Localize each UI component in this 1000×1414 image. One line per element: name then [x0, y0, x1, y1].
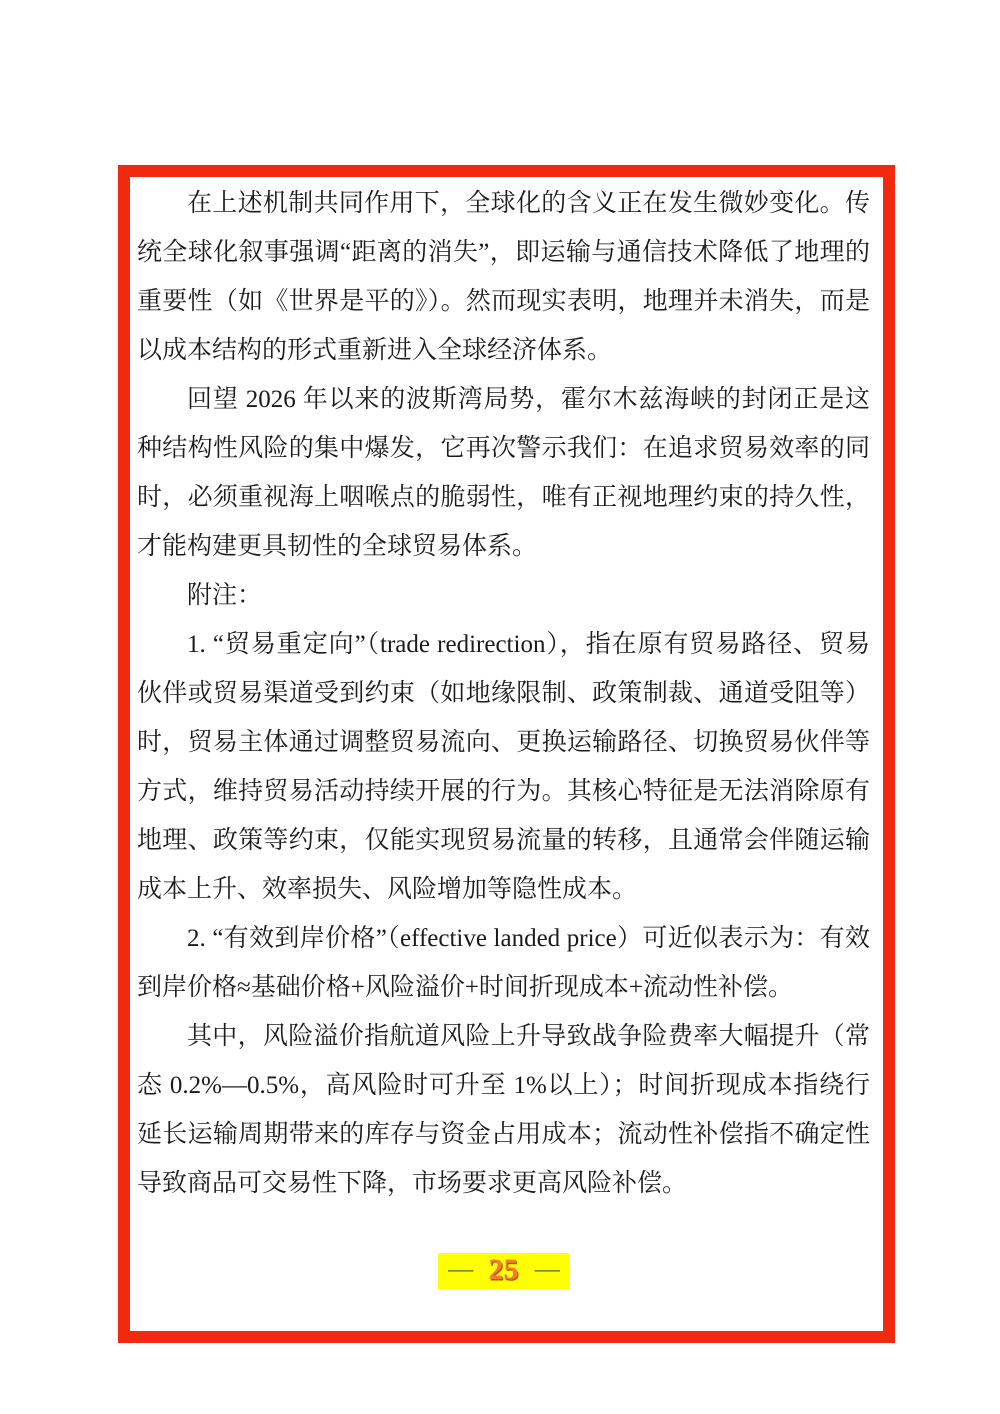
footer-right-dash: —	[534, 1256, 559, 1284]
page-number-highlight	[438, 1253, 569, 1289]
paragraph-note-1-trade-redirection: 1. “贸易重定向”（trade redirection），指在原有贸易路径、贸易伙伴或贸易渠道受到约束（如地缘限制、政策制裁、通道受阻等）时，贸易主体通过调整贸易流向、更换运输路径、切换贸易伙伴等方式，维持贸易活动持续开展的行为。其核心特征是无法消除原有地理、政策等约束，仅能实现贸易流量的转移，且通常会伴随运输成本上升、效率损失、风险增加等隐性成本。	[137, 631, 870, 903]
paragraph-note-2-explanation: 其中，风险溢价指航道风险上升导致战争险费率大幅提升（常态 0.2%—0.5%，高风险时可升至 1%以上）；时间折现成本指绕行延长运输周期带来的库存与资金占用成本；流动性补偿指不确定性导致商品可交易性下降，市场要求更高风险补偿。	[137, 1023, 870, 1197]
paragraph-note-2-effective-landed-price: 2. “有效到岸价格”（effective landed price）可近似表示为：有效到岸价格≈基础价格+风险溢价+时间折现成本+流动性补偿。	[137, 925, 870, 1001]
paragraph-notes-heading: 附注：	[187, 582, 263, 609]
document-content	[130, 177, 883, 1331]
page-number: 25	[488, 1253, 519, 1287]
page-footer	[137, 1252, 870, 1289]
paragraph-globalization-meaning: 在上述机制共同作用下，全球化的含义正在发生微妙变化。传统全球化叙事强调“距离的消失”，即运输与通信技术降低了地理的重要性（如《世界是平的》）。然而现实表明，地理并未消失，而是以成本结构的形式重新进入全球经济体系。	[137, 190, 870, 364]
red-border-frame	[118, 165, 895, 1343]
footer-left-dash: —	[448, 1256, 473, 1284]
paragraph-persian-gulf-2026: 回望 2026 年以来的波斯湾局势，霍尔木兹海峡的封闭正是这种结构性风险的集中爆发，它再次警示我们：在追求贸易效率的同时，必须重视海上咽喉点的脆弱性，唯有正视地理约束的持久性，才能构建更具韧性的全球贸易体系。	[137, 386, 870, 560]
